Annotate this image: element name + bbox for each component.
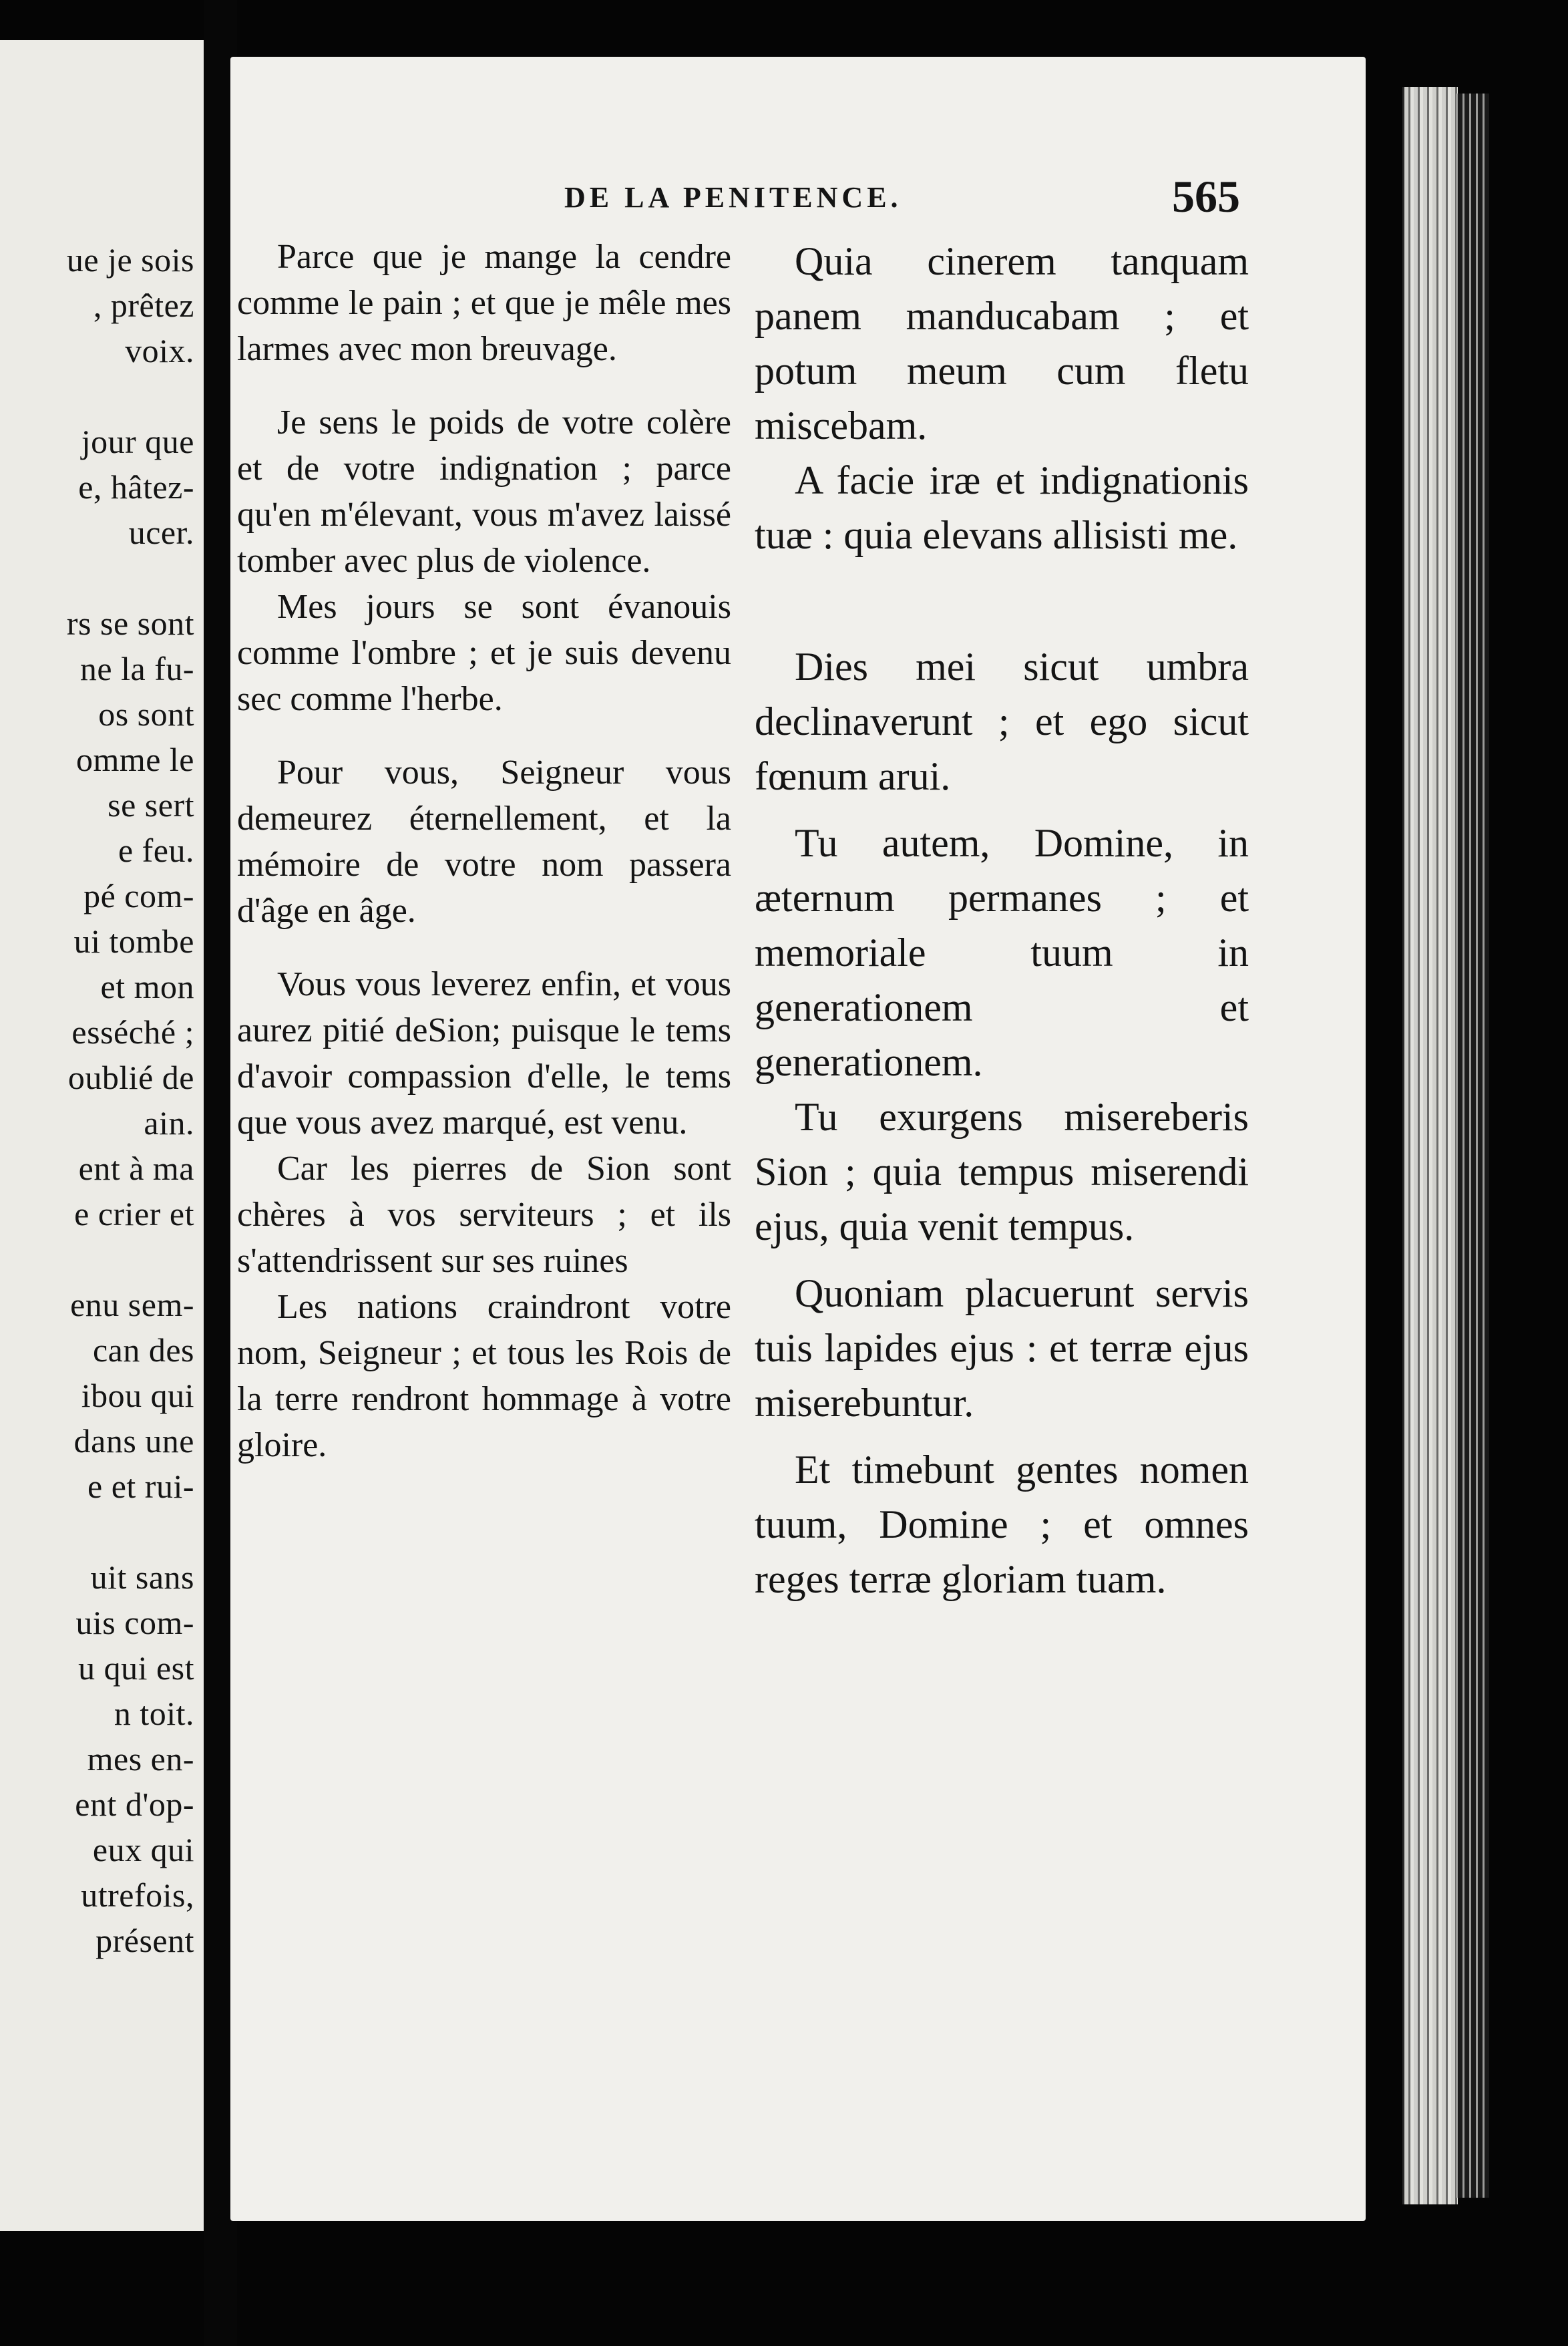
facing-page-line: esséché ; — [71, 1013, 194, 1051]
facing-page-line: ucer. — [128, 514, 194, 551]
page-number: 565 — [1172, 171, 1240, 222]
facing-page-line: os sont — [98, 695, 194, 733]
french-verse: Mes jours se sont évanouis comme l'ombre ; et je suis devenu sec comme l'herbe. — [237, 588, 731, 718]
facing-page-line: rs se sont — [66, 605, 194, 642]
facing-page-line: jour que — [81, 423, 194, 460]
facing-page-line: ne la fu- — [79, 650, 194, 687]
facing-page-line: pé com- — [83, 877, 194, 914]
french-verse: Je sens le poids de votre colère et de votre indignation ; parce qu'en m'élevant, vous m'avez laissé tomber avec plus de violence. — [237, 403, 731, 580]
french-verse: Car les pierres de Sion sont chères à vos serviteurs ; et ils s'attendrissent sur ses ruines — [237, 1150, 731, 1280]
facing-page-line: utrefois, — [81, 1876, 194, 1914]
page-edges-dark — [1456, 94, 1489, 2198]
facing-page-line: enu sem- — [70, 1286, 194, 1323]
facing-page-line: ue je sois — [66, 241, 194, 279]
facing-page-line: uit sans — [90, 1558, 194, 1596]
facing-page-line: ibou qui — [81, 1377, 194, 1414]
latin-verse: Tu autem, Domine, in æternum permanes ; et memoriale tuum in generationem et generationem. — [755, 821, 1249, 1084]
latin-verse: Quoniam placuerunt servis tuis lapides ejus : et terræ ejus miserebuntur. — [755, 1271, 1249, 1425]
facing-page-line: voix. — [125, 332, 194, 369]
facing-page-line: e, hâtez- — [78, 468, 194, 506]
running-head: DE LA PENITENCE. — [564, 181, 902, 214]
facing-page-line: e feu. — [118, 832, 194, 869]
facing-page-line: e crier et — [74, 1195, 194, 1232]
facing-page-line: oublié de — [67, 1059, 194, 1096]
facing-page-line: dans une — [73, 1422, 194, 1460]
facing-page-line: n toit. — [114, 1695, 194, 1732]
facing-page-line: u qui est — [78, 1649, 194, 1687]
french-column — [237, 234, 731, 1496]
page-edges — [1402, 87, 1458, 2204]
facing-page-line: ent à ma — [78, 1150, 194, 1187]
french-verse: Pour vous, Seigneur vous demeurez éternellement, et la mémoire de votre nom passera d'âge en âge. — [237, 753, 731, 930]
facing-page-line: présent — [95, 1922, 194, 1959]
french-verse: Les nations craindront votre nom, Seigneur ; et tous les Rois de la terre rendront hommage à votre gloire. — [237, 1288, 731, 1464]
latin-verse: A facie iræ et indignationis tuæ : quia elevans allisisti me. — [755, 458, 1249, 557]
facing-page-line: ain. — [144, 1104, 194, 1142]
facing-page-line: ui tombe — [73, 923, 194, 960]
facing-page-left — [0, 40, 208, 2231]
latin-verse: Tu exurgens misereberis Sion ; quia tempus miserendi ejus, quia venit tempus. — [755, 1095, 1249, 1248]
facing-page-line: , prêtez — [93, 287, 194, 324]
latin-column — [755, 234, 1249, 1619]
facing-page-line: et mon — [100, 968, 194, 1005]
facing-page-line: se sert — [108, 786, 194, 824]
facing-page-line: uis com- — [75, 1604, 194, 1641]
facing-page-line: e et rui- — [87, 1468, 194, 1505]
french-verse: Vous vous leverez enfin, et vous aurez pitié deSion; puisque le tems d'avoir compassion d'elle, le tems que vous avez marqué, est venu. — [237, 965, 731, 1142]
facing-page-line: mes en- — [87, 1740, 194, 1778]
facing-page-line: eux qui — [92, 1831, 194, 1868]
facing-page-line: ent d'op- — [75, 1786, 194, 1823]
facing-page-line: can des — [92, 1331, 194, 1369]
french-verse: Parce que je mange la cendre comme le pain ; et que je mêle mes larmes avec mon breuvage. — [237, 238, 731, 368]
facing-page-line: omme le — [75, 741, 194, 778]
latin-verse: Et timebunt gentes nomen tuum, Domine ; et omnes reges terræ gloriam tuam. — [755, 1448, 1249, 1601]
latin-verse: Dies mei sicut umbra declinaverunt ; et ego sicut fœnum arui. — [755, 645, 1249, 798]
latin-verse: Quia cinerem tanquam panem manducabam ; et potum meum cum fletu miscebam. — [755, 239, 1249, 448]
